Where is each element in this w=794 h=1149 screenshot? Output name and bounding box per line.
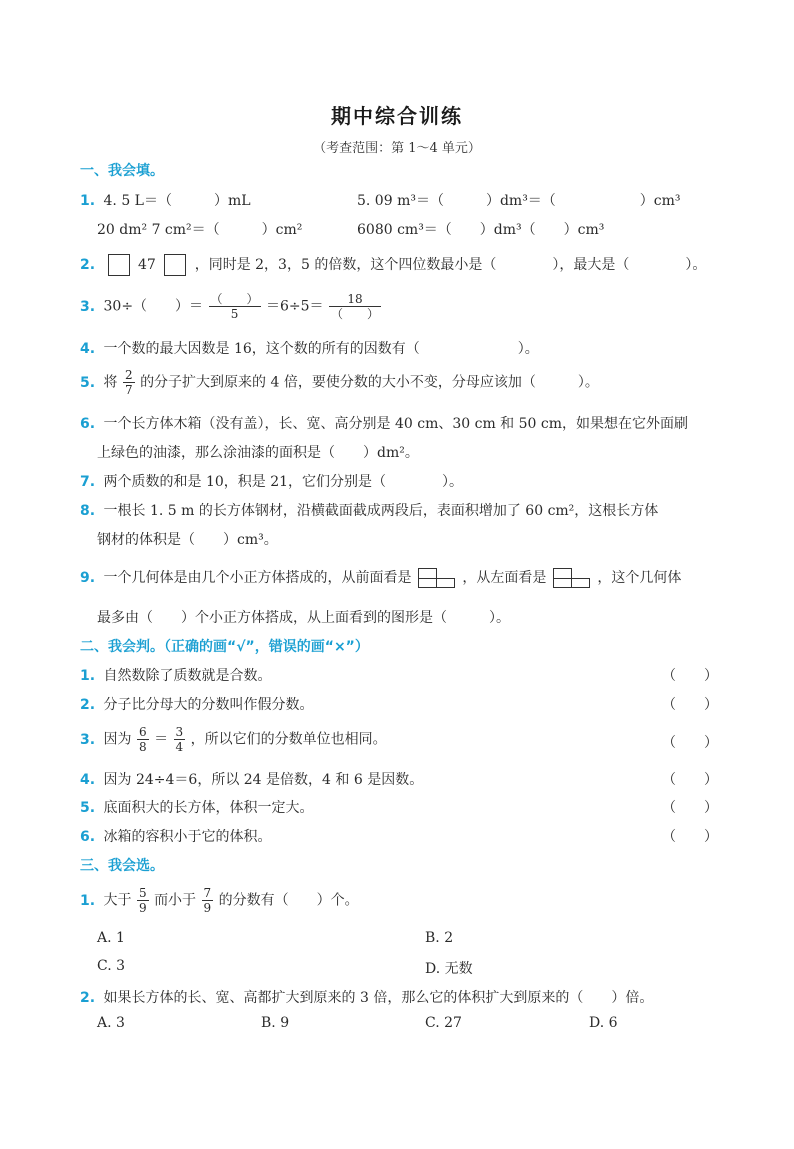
fill-q4 bbox=[80, 338, 539, 358]
fill-q1-a: 4. 5 L＝（ ）mL bbox=[103, 193, 251, 209]
fraction bbox=[209, 292, 261, 321]
fill-q9-line1 bbox=[80, 567, 681, 588]
fill-q8-line2: 钢材的体积是（ ）cm³。 bbox=[97, 532, 278, 548]
numerator: 7 bbox=[203, 886, 212, 900]
fill-q9-line2: 最多由（ ）个小正方体搭成，从上面看到的图形是（ ）。 bbox=[97, 610, 510, 626]
fraction bbox=[137, 886, 149, 915]
judge-q5-text: 底面积大的长方体，体积一定大。 bbox=[103, 800, 314, 816]
fill-q2-digits: 47 bbox=[137, 257, 156, 273]
choose-q1-post: 的分数有（ ）个。 bbox=[218, 892, 359, 909]
question-number: 1. bbox=[80, 193, 96, 209]
question-number: 7. bbox=[80, 474, 96, 490]
fill-q6-line1 bbox=[80, 413, 688, 433]
numerator: （ ） bbox=[210, 292, 259, 306]
question-number: 3. bbox=[80, 298, 96, 315]
question-number: 9. bbox=[80, 570, 96, 586]
denominator: 8 bbox=[138, 740, 147, 754]
choose-q2-option-c[interactable]: C. 27 bbox=[425, 1015, 462, 1031]
judge-q6-text: 冰箱的容积小于它的体积。 bbox=[103, 829, 272, 845]
question-number: 5. bbox=[80, 800, 96, 816]
answer-parentheses[interactable]: （ ） bbox=[662, 697, 718, 713]
fill-q8-line1-text: 一根长 1. 5 m 的长方体钢材，沿横截面截成两段后，表面积增加了 60 cm²，这根长方体 bbox=[103, 503, 659, 519]
equals-sign: ＝ bbox=[154, 731, 169, 748]
question-number: 4. bbox=[80, 772, 96, 788]
question-number: 6. bbox=[80, 416, 96, 432]
choose-q2-option-d[interactable]: D. 6 bbox=[589, 1015, 618, 1031]
fill-q9-c: ，这个几何体 bbox=[597, 570, 682, 586]
section-fill-heading: 一、我会填。 bbox=[80, 163, 164, 179]
question-number: 1. bbox=[80, 668, 96, 684]
question-number: 2. bbox=[80, 257, 96, 273]
denominator: 7 bbox=[124, 383, 133, 397]
choose-q1-option-a[interactable]: A. 1 bbox=[97, 930, 125, 946]
digit-blank-box bbox=[108, 254, 130, 276]
fill-q4-text: 一个数的最大因数是 16，这个数的所有的因数有（ ）。 bbox=[103, 341, 539, 357]
question-number: 3. bbox=[80, 731, 96, 748]
question-number: 2. bbox=[80, 697, 96, 713]
answer-parentheses[interactable]: （ ） bbox=[662, 829, 718, 845]
denominator: 4 bbox=[175, 740, 184, 754]
fill-q1-line1 bbox=[80, 190, 251, 210]
fill-q3-pre: 30÷（ ）＝ bbox=[103, 298, 204, 315]
numerator: 6 bbox=[138, 725, 147, 739]
fill-q9-a: 一个几何体是由几个小正方体搭成的，从前面看是 bbox=[103, 570, 412, 586]
fill-q1-c: 20 dm² 7 cm²＝（ ）cm² bbox=[97, 222, 303, 238]
choose-q1-option-d[interactable]: D. 无数 bbox=[425, 961, 473, 977]
fraction bbox=[202, 886, 214, 915]
fill-q1-d: 6080 cm³＝（ ）dm³（ ）cm³ bbox=[357, 222, 605, 238]
denominator: 9 bbox=[203, 901, 212, 915]
answer-parentheses[interactable]: （ ） bbox=[662, 735, 718, 751]
page-title: 期中综合训练 bbox=[331, 104, 463, 128]
fraction bbox=[137, 725, 149, 754]
judge-q2-text: 分子比分母大的分数叫作假分数。 bbox=[103, 697, 314, 713]
fill-q6-line2: 上绿色的油漆，那么涂油漆的面积是（ ）dm²。 bbox=[97, 445, 419, 461]
judge-q6 bbox=[80, 826, 272, 846]
front-view-figure bbox=[418, 568, 456, 588]
judge-q4 bbox=[80, 769, 423, 789]
choose-q2-text: 如果长方体的长、宽、高都扩大到原来的 3 倍，那么它的体积扩大到原来的（ ）倍。 bbox=[103, 990, 654, 1006]
fill-q7 bbox=[80, 471, 463, 491]
question-number: 5. bbox=[80, 374, 96, 391]
denominator: （ ） bbox=[330, 307, 379, 321]
numerator: 2 bbox=[124, 368, 133, 382]
denominator: 9 bbox=[138, 901, 147, 915]
fill-q5-pre: 将 bbox=[103, 374, 118, 391]
fill-q3-mid: ＝6÷5＝ bbox=[265, 298, 324, 315]
judge-q3 bbox=[80, 725, 387, 754]
fraction bbox=[329, 292, 381, 321]
choose-q1-mid: 而小于 bbox=[154, 892, 197, 909]
judge-q4-text: 因为 24÷4＝6，所以 24 是倍数，4 和 6 是因数。 bbox=[103, 772, 424, 788]
choose-q2 bbox=[80, 987, 653, 1007]
left-view-figure bbox=[553, 568, 591, 588]
question-number: 8. bbox=[80, 503, 96, 519]
fill-q9-b: ，从左面看是 bbox=[462, 570, 547, 586]
numerator: 3 bbox=[175, 725, 184, 739]
denominator: 5 bbox=[230, 307, 239, 321]
fraction bbox=[123, 368, 135, 397]
fill-q2 bbox=[80, 254, 706, 276]
fill-q7-text: 两个质数的和是 10，积是 21，它们分别是（ ）。 bbox=[103, 474, 464, 490]
fill-q2-text: ，同时是 2，3，5 的倍数，这个四位数最小是（ ），最大是（ ）。 bbox=[194, 257, 707, 273]
fill-q3 bbox=[80, 292, 382, 321]
fill-q5 bbox=[80, 368, 599, 397]
numerator: 18 bbox=[329, 292, 381, 307]
question-number: 2. bbox=[80, 990, 96, 1006]
judge-q1-text: 自然数除了质数就是合数。 bbox=[103, 668, 272, 684]
section-choose-heading: 三、我会选。 bbox=[80, 858, 164, 874]
question-number: 6. bbox=[80, 829, 96, 845]
choose-q1-option-b[interactable]: B. 2 bbox=[425, 930, 454, 946]
answer-parentheses[interactable]: （ ） bbox=[662, 772, 718, 788]
answer-parentheses[interactable]: （ ） bbox=[662, 800, 718, 816]
judge-q2 bbox=[80, 694, 314, 714]
judge-q3-pre: 因为 bbox=[103, 731, 132, 748]
judge-q1 bbox=[80, 665, 272, 685]
section-judge-heading: 二、我会判。（正确的画“√”，错误的画“×”） bbox=[80, 639, 369, 655]
digit-blank-box bbox=[164, 254, 186, 276]
fill-q6-line1-text: 一个长方体木箱（没有盖），长、宽、高分别是 40 cm、30 cm 和 50 cm，如果想在它外面刷 bbox=[103, 416, 689, 432]
choose-q2-option-a[interactable]: A. 3 bbox=[97, 1015, 125, 1031]
answer-parentheses[interactable]: （ ） bbox=[662, 668, 718, 684]
fraction bbox=[174, 725, 186, 754]
judge-q3-post: ，所以它们的分数单位也相同。 bbox=[190, 731, 387, 748]
fill-q1-b: 5. 09 m³＝（ ）dm³＝（ ）cm³ bbox=[357, 193, 681, 209]
question-number: 4. bbox=[80, 341, 96, 357]
choose-q1-option-c[interactable]: C. 3 bbox=[97, 958, 126, 974]
choose-q1-pre: 大于 bbox=[103, 892, 132, 909]
page-subtitle: （考查范围：第 1～4 单元） bbox=[313, 141, 481, 156]
question-number: 1. bbox=[80, 892, 96, 909]
fill-q8-line1 bbox=[80, 500, 658, 520]
numerator: 5 bbox=[138, 886, 147, 900]
judge-q5 bbox=[80, 797, 314, 817]
choose-q1 bbox=[80, 886, 359, 915]
fill-q5-post: 的分子扩大到原来的 4 倍，要使分数的大小不变，分母应该加（ ）。 bbox=[140, 374, 599, 391]
choose-q2-option-b[interactable]: B. 9 bbox=[261, 1015, 290, 1031]
